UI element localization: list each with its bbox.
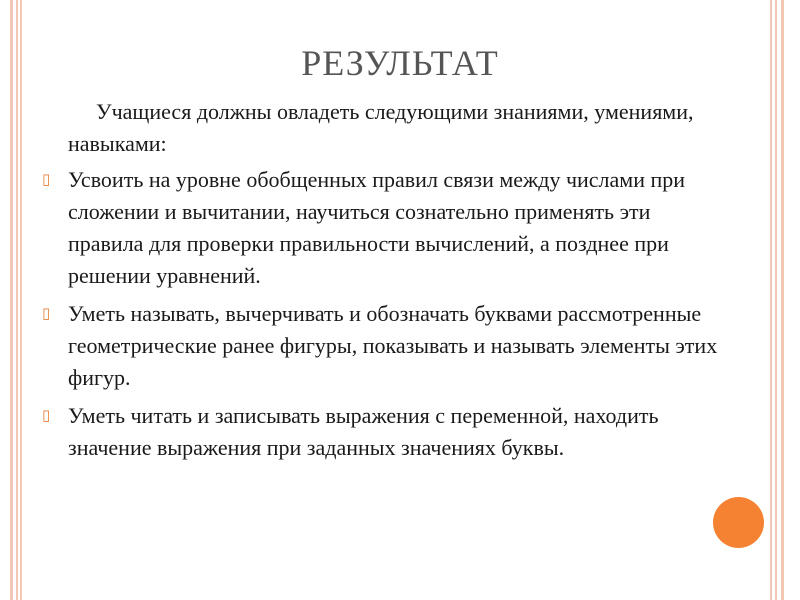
bullet-square-icon: ▯ <box>42 406 51 424</box>
left-decor-line <box>16 0 18 600</box>
bullet-square-icon: ▯ <box>42 304 51 322</box>
slide-title: РЕЗУЛЬТАТ <box>301 43 499 83</box>
bullet-list <box>40 164 720 464</box>
left-decor-line <box>20 0 22 600</box>
intro-paragraph: Учащиеся должны овладеть следующими знаниями, умениями, навыками: <box>68 99 694 156</box>
right-decor-line <box>781 0 784 600</box>
list-item-text: Уметь называть, вычерчивать и обозначать буквами рассмотренные геометрические ранее фигуры, показывать и называть элементы этих фигур. <box>68 301 718 390</box>
right-decor-line <box>775 0 777 600</box>
list-item-text: Усвоить на уровне обобщенных правил связи между числами при сложении и вычитании, научиться сознательно применять эти правила для проверки правильности вычислений, а позднее при решении уравнений. <box>68 167 686 288</box>
orange-circle-decoration <box>713 497 764 548</box>
right-decor-line <box>770 0 772 600</box>
list-item <box>40 164 720 292</box>
left-decor-line <box>10 0 13 600</box>
list-item <box>40 298 720 394</box>
slide-body <box>40 96 720 470</box>
list-item <box>40 400 720 464</box>
list-item-text: Уметь читать и записывать выражения с переменной, находить значение выражения при заданных значениях буквы. <box>68 403 659 460</box>
bullet-square-icon: ▯ <box>42 170 51 188</box>
